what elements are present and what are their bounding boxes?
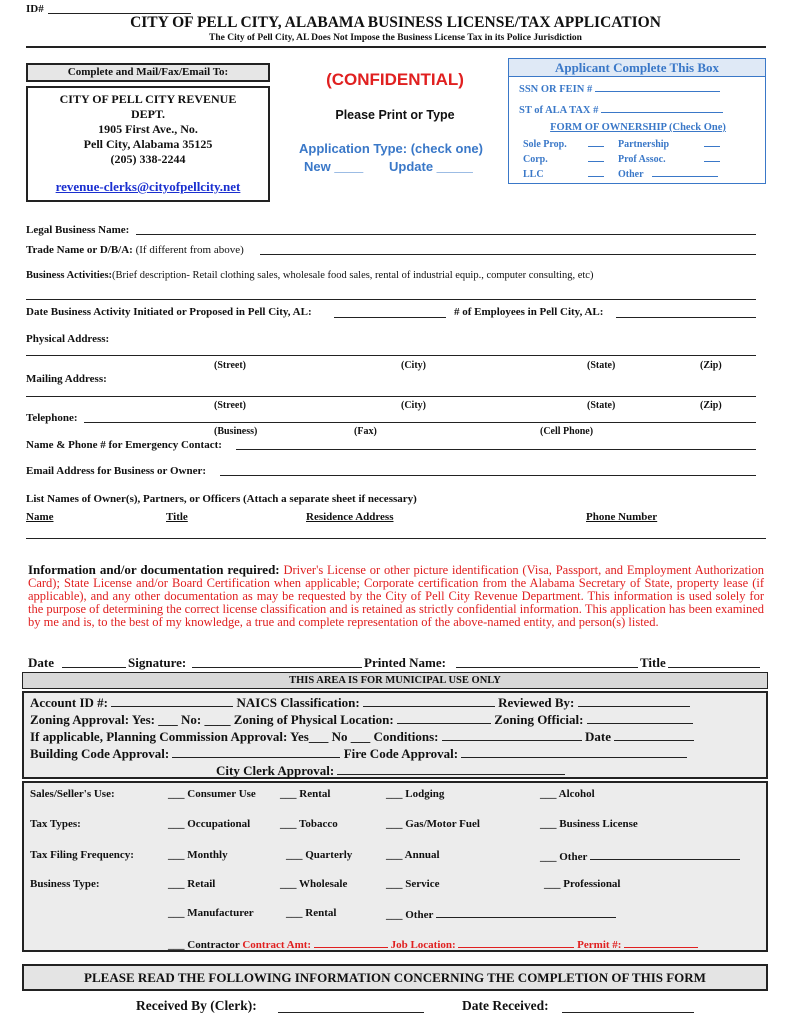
permit-label: Permit #: [577,939,622,951]
st-tax-field[interactable] [601,102,723,113]
service-option[interactable]: ___ Service [386,878,440,890]
contract-amt-label: Contract Amt: [242,939,312,951]
planning-label: If applicable, Planning Commission Approval: Yes___ No ___ Conditions: [30,729,439,744]
tobacco-option[interactable]: ___ Tobacco [280,818,338,830]
mail-address-box [26,86,270,202]
reviewed-field[interactable] [578,696,690,707]
planning-date-label: Date [584,729,611,744]
city-clerk-field[interactable] [337,764,565,775]
other-ownership-field[interactable] [652,166,718,177]
confidential-label: (CONFIDENTIAL) [326,70,464,89]
physical-address-field[interactable] [26,355,756,356]
application-type-update[interactable]: Update _____ [389,159,473,174]
employees-label: # of Employees in Pell City, AL: [454,306,604,318]
city-clerk-label: City Clerk Approval: [216,763,335,778]
gas-fuel-option[interactable]: ___ Gas/Motor Fuel [386,818,480,830]
owners-col-address: Residence Address [306,511,394,523]
activities-label: Business Activities: [26,270,113,281]
sig-signature-field[interactable] [192,667,362,668]
sig-printed-field[interactable] [456,667,638,668]
account-id-field[interactable] [111,696,233,707]
please-read-box [22,964,768,991]
business-license-option[interactable]: ___ Business License [540,818,638,830]
emergency-contact-label: Name & Phone # for Emergency Contact: [26,439,222,451]
ownership-corp: Corp. [523,154,548,165]
ownership-prof: Prof Assoc. [618,154,666,165]
reviewed-label: Reviewed By: [498,695,575,710]
zoning-physical-field[interactable] [397,713,491,724]
mail-line5: (205) 338-2244 [110,152,186,166]
business-type-label: Business Type: [30,878,100,890]
trade-name-field[interactable] [260,254,756,255]
retail-option[interactable]: ___ Retail [168,878,216,890]
date-initiated-label: Date Business Activity Initiated or Proposed in Pell City, AL: [26,306,312,318]
id-label: ID# [26,3,44,15]
sales-rental-option[interactable]: ___ Rental [280,788,331,800]
physical-address-label: Physical Address: [26,333,110,345]
sig-title-label: Title [640,655,666,670]
print-instruction: Please Print or Type [335,108,455,122]
legal-name-field[interactable] [136,234,756,235]
building-code-field[interactable] [172,747,340,758]
mail-line4: Pell City, Alabama 35125 [83,137,213,151]
manufacturer-option[interactable]: ___ Manufacturer [168,907,254,919]
trade-name-label: Trade Name or D/B/A: [26,244,133,256]
sole-check[interactable] [588,136,604,147]
sig-title-field[interactable] [668,667,760,668]
sales-label: Sales/Seller's Use: [30,788,115,800]
contract-amt-field[interactable] [314,937,388,948]
business-phone-caption: (Business) [214,426,258,437]
mailing-city-caption: (City) [401,400,426,411]
zoning-physical-label: Zoning of Physical Location: [233,712,394,727]
mailing-address-field[interactable] [26,396,756,397]
date-initiated-field[interactable] [334,317,446,318]
ownership-other: Other [618,169,644,180]
owners-col-name: Name [26,511,54,523]
application-type-label: Application Type: (check one) [299,141,483,156]
municipal-header-box [22,672,768,689]
mail-header: Complete and Mail/Fax/Email To: [67,66,229,78]
telephone-label: Telephone: [26,412,78,424]
mailing-street-caption: (Street) [214,400,247,411]
fire-code-label: Fire Code Approval: [343,746,459,761]
owners-col-phone: Phone Number [586,511,658,523]
frequency-other-option[interactable]: ___ Other [540,851,588,863]
business-other-field[interactable] [436,907,616,918]
owners-label: List Names of Owner(s), Partners, or Officers (Attach a separate sheet if necessary) [26,493,417,505]
owners-col-title: Title [166,511,188,523]
trade-name-note: (If different from above) [135,244,244,256]
classification-box [22,781,768,952]
partnership-check[interactable] [704,136,720,147]
account-id-label: Account ID #: [30,695,108,710]
email-label: Email Address for Business or Owner: [26,465,206,477]
frequency-label: Tax Filing Frequency: [30,849,134,861]
cell-phone-caption: (Cell Phone) [540,426,594,437]
activities-field[interactable] [26,299,756,300]
info-paragraph [28,563,764,629]
ssn-field[interactable] [595,81,720,92]
occupational-option[interactable]: ___ Occupational [168,818,251,830]
form-title: CITY OF PELL CITY, ALABAMA BUSINESS LICENSE/TAX APPLICATION [130,14,661,31]
st-tax-label: ST of ALA TAX # [519,105,599,116]
ownership-partnership: Partnership [618,139,670,150]
llc-check[interactable] [588,166,604,177]
mailing-state-caption: (State) [587,400,616,411]
applicant-box [508,58,766,184]
corp-check[interactable] [588,151,604,162]
fire-code-field[interactable] [461,747,687,758]
application-type-new[interactable]: New ____ [304,159,364,174]
physical-state-caption: (State) [587,360,616,371]
business-other-option[interactable]: ___ Other [386,909,434,921]
naics-field[interactable] [363,696,495,707]
mail-line1: CITY OF PELL CITY REVENUE [59,92,237,106]
received-by-label: Received By (Clerk): [136,998,257,1013]
form-subtitle: The City of Pell City, AL Does Not Impose the Business License Tax in its Police Jurisdiction [209,33,582,43]
mailing-zip-caption: (Zip) [700,400,722,411]
physical-zip-caption: (Zip) [700,360,722,371]
sig-date-label: Date [28,655,54,670]
activities-note: (Brief description- Retail clothing sales, wholesale food sales, rental of industrial equip., computer consulting, etc) [112,270,594,281]
alcohol-option[interactable]: ___ Alcohol [540,788,595,800]
mail-email-link[interactable]: revenue-clerks@cityofpellcity.net [55,179,241,194]
prof-check[interactable] [704,151,720,162]
job-location-field[interactable] [458,937,574,948]
sig-signature-label: Signature: [128,655,187,670]
info-label: Information and/or documentation required: [28,562,280,577]
mail-line3: 1905 First Ave., No. [98,122,198,136]
zoning-approval-label: Zoning Approval: Yes: ___ No: ____ [30,712,231,727]
naics-label: NAICS Classification: [236,695,360,710]
telephone-field[interactable] [84,422,756,423]
received-by-field[interactable] [278,1012,424,1013]
planning-conditions-field[interactable] [442,730,582,741]
ownership-title: FORM OF OWNERSHIP (Check One) [550,122,726,133]
lodging-option[interactable]: ___ Lodging [386,788,445,800]
tax-types-label: Tax Types: [30,818,81,830]
building-code-label: Building Code Approval: [30,746,170,761]
physical-city-caption: (City) [401,360,426,371]
sig-date-field[interactable] [62,667,126,668]
date-received-label: Date Received: [462,998,549,1013]
permit-field[interactable] [624,937,698,948]
quarterly-option[interactable]: ___ Quarterly [286,849,353,861]
zoning-official-field[interactable] [587,713,693,724]
mail-line2: DEPT. [130,107,166,121]
fax-caption: (Fax) [354,426,377,437]
zoning-official-label: Zoning Official: [494,712,584,727]
employees-field[interactable] [616,317,756,318]
mail-header-box [26,63,270,82]
applicant-box-title: Applicant Complete This Box [509,59,765,77]
annual-option[interactable]: ___ Annual [386,849,440,861]
title-rule [26,46,766,48]
emergency-contact-field[interactable] [236,449,756,450]
professional-option[interactable]: ___ Professional [544,878,621,890]
please-read-label: PLEASE READ THE FOLLOWING INFORMATION CONCERNING THE COMPLETION OF THIS FORM [84,970,706,985]
date-received-field[interactable] [562,1012,694,1013]
consumer-use-option[interactable]: ___ Consumer Use [168,788,256,800]
ownership-llc: LLC [523,169,544,180]
ownership-sole: Sole Prop. [523,139,567,150]
wholesale-option[interactable]: ___ Wholesale [280,878,348,890]
physical-street-caption: (Street) [214,360,247,371]
monthly-option[interactable]: ___ Monthly [168,849,228,861]
contractor-option[interactable]: ___ Contractor [168,939,240,951]
business-rental-option[interactable]: ___ Rental [286,907,337,919]
email-field[interactable] [220,475,756,476]
mailing-address-label: Mailing Address: [26,373,107,385]
owners-row-1[interactable] [26,538,766,539]
ssn-label: SSN OR FEIN # [519,84,593,95]
planning-date-field[interactable] [614,730,694,741]
municipal-header: THIS AREA IS FOR MUNICIPAL USE ONLY [289,675,501,686]
frequency-other-field[interactable] [590,849,740,860]
sig-printed-label: Printed Name: [364,655,446,670]
municipal-box [22,691,768,779]
legal-name-label: Legal Business Name: [26,224,130,236]
info-text: Driver's License or other picture identification (Visa, Passport, and Employment Authorization Card); State License and/or Board Certification when applicable; Corporate certification from the Alabama Secretary of State, property lease (if applicable), and any other documentation as may be requested by the City of Pell City Revenue Department. This information is used solely for the purpose of determining the correct license classification and is retained as strictly confidential information. This application has been examined by me and is, to the best of my knowledge, a true and complete representation of the above-named entity, and person(s) listed. [28,563,765,629]
job-location-label: Job Location: [390,939,456,951]
